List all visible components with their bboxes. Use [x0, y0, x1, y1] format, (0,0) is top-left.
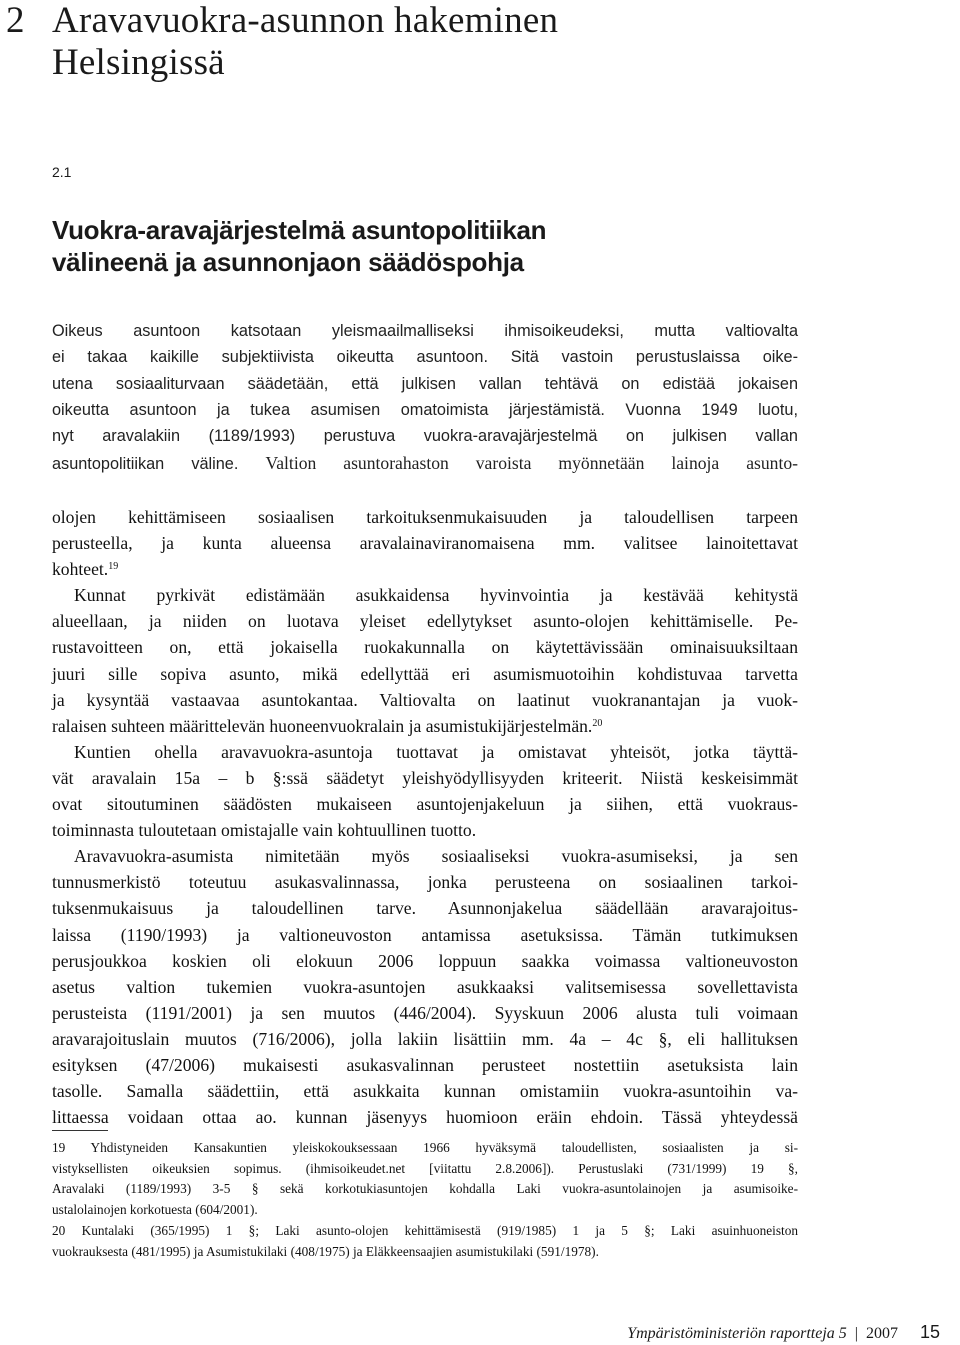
text-line: ja kysyntää vastaavaa asuntokantaa. Valtiovalta on laatinut vuokranantajan ja vuok-: [52, 689, 798, 710]
mixed-line: [52, 450, 798, 477]
text-line: Aravavuokra-asumista nimitetään myös sosiaaliseksi vuokra-asumiseksi, ja sen: [74, 846, 798, 867]
footnotes: [52, 1138, 798, 1262]
chapter-title-line2: Helsingissä: [52, 42, 225, 83]
text-line: juuri sille sopiva asunto, mikä edellyttää eri asumismuotoihin kohdistuvaa tarvetta: [52, 663, 798, 684]
text-line: perusteella, ja kunta alueensa aravalainaviranomaisena mm. valitsee lainoitettavat: [52, 533, 798, 554]
text-line: rustavoitteen on, että jokaisella ruokakunnalla on käytettävissään ominaisuuksiltaan: [52, 637, 798, 658]
footnote-line: vistyksellisten oikeuksien sopimus. (ihmisoikeudet.net [viitattu 2.8.2006]). Perustuslaki (731/1999) 19 §,: [52, 1160, 798, 1176]
text-line: [52, 713, 798, 739]
text-line: ovat sitoutuminen säädösten mukaiseen asuntojenjakeluun ja siihen, että vuokraus-: [52, 794, 798, 815]
text-line: utena sosiaaliturvaan säädetään, että julkisen vallan tehtävä on edistää jokaisen: [52, 374, 798, 393]
text-line: toiminnasta tuloutetaan omistajalle vain kohtuullinen tuotto.: [52, 820, 477, 841]
text-fragment: ralaisen suhteen määrittelevän huoneenvuokralain ja asumistukijärjestelmän.: [52, 715, 593, 736]
publication-name: Ympäristöministeriön raportteja 5: [627, 1325, 847, 1342]
section-title: [52, 214, 812, 278]
footer-separator: |: [854, 1325, 858, 1342]
footnote-ref-20: 20: [592, 717, 603, 729]
text-line: oikeutta asuntoon ja tukea asumisen omatoimista järjestämistä. Vuonna 1949 luotu,: [52, 400, 798, 419]
text-line: Oikeus asuntoon katsotaan yleismaailmalliseksi ihmisoikeudeksi, mutta valtiovalta: [52, 322, 798, 340]
text-line: Kuntien ohella aravavuokra-asuntoja tuottavat ja omistavat yhteisöt, jotka täyttä-: [74, 741, 798, 762]
text-line: olojen kehittämiseen sosiaalisen tarkoituksenmukaisuuden ja taloudellisen tarpeen: [52, 507, 798, 527]
footnote-line: ustalolainojen korkotuesta (604/2001).: [52, 1202, 258, 1218]
text-line: tasolle. Samalla säädettiin, että asukkaita kunnan omistamiin vuokra-asuntoihin va-: [52, 1081, 798, 1102]
text-line: esityksen (47/2006) mukaisesti asukasvalinnan perusteet nostettiin asetuksista lain: [52, 1054, 798, 1075]
section-number: 2.1: [52, 164, 72, 180]
footnote-ref-19: 19: [108, 561, 119, 573]
text-fragment: Valtion asuntorahaston varoista myönnetään lainoja asunto-: [265, 452, 798, 473]
text-line: alueellaan, ja niiden on luotava yleiset edellytykset asunto-olojen kehittämiselle. Pe-: [52, 611, 798, 632]
chapter-title-line1: Aravavuokra-asunnon hakeminen: [52, 0, 559, 41]
text-line: laissa (1190/1993) ja valtioneuvoston antamissa asetuksissa. Tämän tutkimuksen: [52, 924, 798, 945]
text-fragment: kohteet.: [52, 559, 109, 580]
text-line: perusteista (1191/2001) ja sen muutos (446/2004). Syyskuun 2006 alusta tuli voimaan: [52, 1002, 798, 1023]
page-number: 15: [919, 1322, 940, 1342]
text-line: vät aravalain 15a – b §:ssä säädetyt yleishyödyllisyyden kriteerit. Niistä keskeisimmät: [52, 767, 798, 788]
chapter-number: 2: [6, 0, 25, 41]
text-line: tunnusmerkistö toteutuu asukasvalinnassa, jonka perusteena on sosiaalinen tarkoi-: [52, 872, 798, 893]
footnote-divider: [52, 1130, 108, 1131]
text-fragment: asuntopolitiikan väline.: [52, 454, 239, 473]
text-line: Kunnat pyrkivät edistämään asukkaidensa hyvinvointia ja kestävää kehitystä: [74, 585, 798, 606]
text-line: ei takaa kaikille subjektiivista oikeutta asuntoon. Sitä vastoin perustuslaissa oike-: [52, 348, 798, 367]
text-line: aravarajoituslain muutos (716/2006), jolla lakiin lisättiin mm. 4a – 4c §, eli hallituksen: [52, 1028, 798, 1049]
body-paragraphs: [52, 504, 798, 1130]
footnote-line: Aravalaki (1189/1993) 3-5 § sekä korkotukiasuntojen kohdalla Laki vuokra-asuntolainojen ja asumisoike-: [52, 1181, 798, 1197]
text-line: perusjoukkoa koskien oli elokuun 2006 loppuun saakka voimassa valtioneuvoston: [52, 950, 798, 971]
intro-mixed-line: [52, 450, 798, 477]
chapter-title: [6, 0, 558, 84]
text-line: nyt aravalakiin (1189/1993) perustuva vuokra-aravajärjestelmä on julkisen vallan: [52, 427, 798, 446]
section-title-line2: välineenä ja asunnonjaon säädöspohja: [52, 247, 524, 277]
publication-year: 2007: [865, 1325, 898, 1342]
footnote-line: vuokrauksesta (481/1995) ja Asumistukilaki (408/1975) ja Eläkkeensaajien asumistukilaki (591/1978).: [52, 1243, 599, 1259]
text-line: tuksenmukaisuus ja taloudellinen tarve. Asunnonjakelua säädellään aravarajoitus-: [52, 898, 798, 919]
section-title-line1: Vuokra-aravajärjestelmä asuntopolitiikan: [52, 215, 547, 245]
text-line: [52, 556, 798, 582]
text-line: asetus valtion tukemien vuokra-asuntojen asukkaaksi valitsemisessa sovellettavista: [52, 976, 798, 997]
footnote-line: 20 Kuntalaki (365/1995) 1 §; Laki asunto-olojen kehittämisestä (919/1985) 1 ja 5 §; Laki asuinhuoneiston: [52, 1222, 798, 1238]
footnote-20: [52, 1221, 798, 1262]
page-footer: [627, 1322, 940, 1343]
footnote-line: 19 Yhdistyneiden Kansakuntien yleiskokouksessaan 1966 hyväksymä taloudellisten, sosiaalisten ja si-: [52, 1140, 798, 1155]
intro-paragraph: [52, 318, 798, 449]
footnote-19: [52, 1138, 798, 1221]
text-line: littaessa voidaan ottaa ao. kunnan jäsenyys huomioon eräin ehdoin. Tässä yhteydessä: [52, 1107, 798, 1128]
